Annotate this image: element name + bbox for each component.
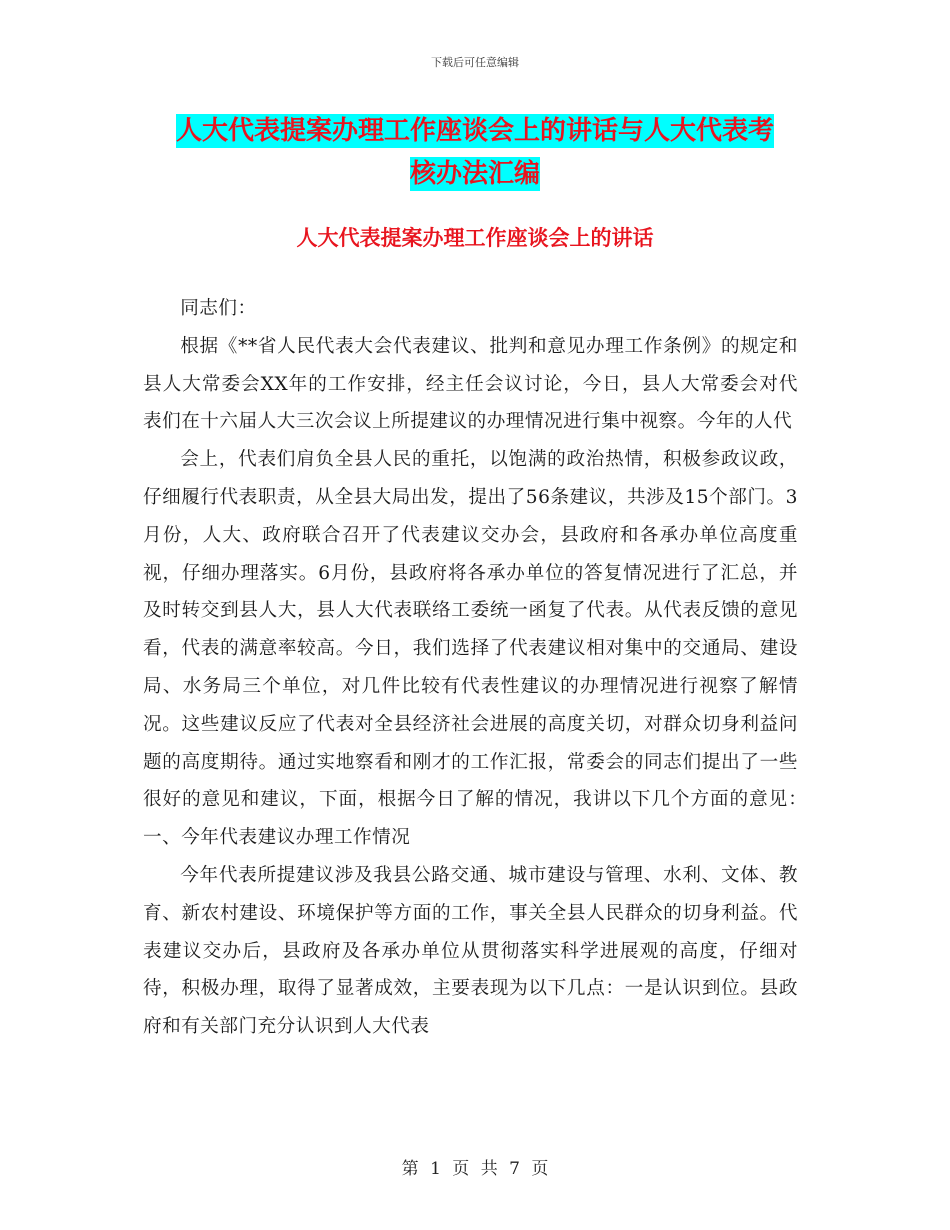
paragraph: 会上，代表们肩负全县人民的重托，以饱满的政治热情，积极参政议政，仔细履行代表职责，从全县大局出发，提出了56条建议，共涉及15个部门。3月份，人大、政府联合召开了代表建议交办会，县政府和各承办单位高度重视，仔细办理落实。6月份，县政府将各承办单位的答复情况进行了汇总，并及时转交到县人大，县人大代表联络工委统一函复了代表。从代表反馈的意见看，代表的满意率较高。今日，我们选择了代表建议相对集中的交通局、建设局、水务局三个单位，对几件比较有代表性建议的办理情况进行视察了解情况。这些建议反应了代表对全县经济社会进展的高度关切，对群众切身利益问题的高度期待。通过实地察看和刚才的工作汇报，常委会的同志们提出了一些很好的意见和建议，下面，根据今日了解的情况，我讲以下几个方面的意见： 一、今年代表建议办理工作情况 [143, 449, 818, 849]
document-title [140, 110, 810, 196]
document-body [143, 290, 818, 1046]
paragraph-salutation: 同志们： [180, 298, 257, 319]
paragraph: 根据《**省人民代表大会代表建议、批判和意见办理工作条例》的规定和县人大常委会XX年的工作安排，经主任会议讨论，今日，县人大常委会对代表们在十六届人大三次会议上所提建议的办理情况进行集中视察。今年的人代 [143, 335, 798, 433]
document-title-line-1: 人大代表提案办理工作座谈会上的讲话与人大代表考 [175, 116, 774, 146]
document-title-line-2: 核办法汇编 [409, 159, 540, 189]
paragraph: 今年代表所提建议涉及我县公路交通、城市建设与管理、水利、文体、教育、新农村建设、环境保护等方面的工作，事关全县人民群众的切身利益。代表建议交办后，县政府及各承办单位从贯彻落实科学进展观的高度，仔细对待，积极办理，取得了显著成效，主要表现为以下几点：一是认识到位。县政府和有关部门充分认识到人大代表 [143, 864, 798, 1038]
header-note: 下载后可任意编辑 [431, 56, 519, 69]
section-title: 人大代表提案办理工作座谈会上的讲话 [296, 226, 654, 250]
page-indicator: 第 1 页 共 7 页 [401, 1159, 549, 1179]
